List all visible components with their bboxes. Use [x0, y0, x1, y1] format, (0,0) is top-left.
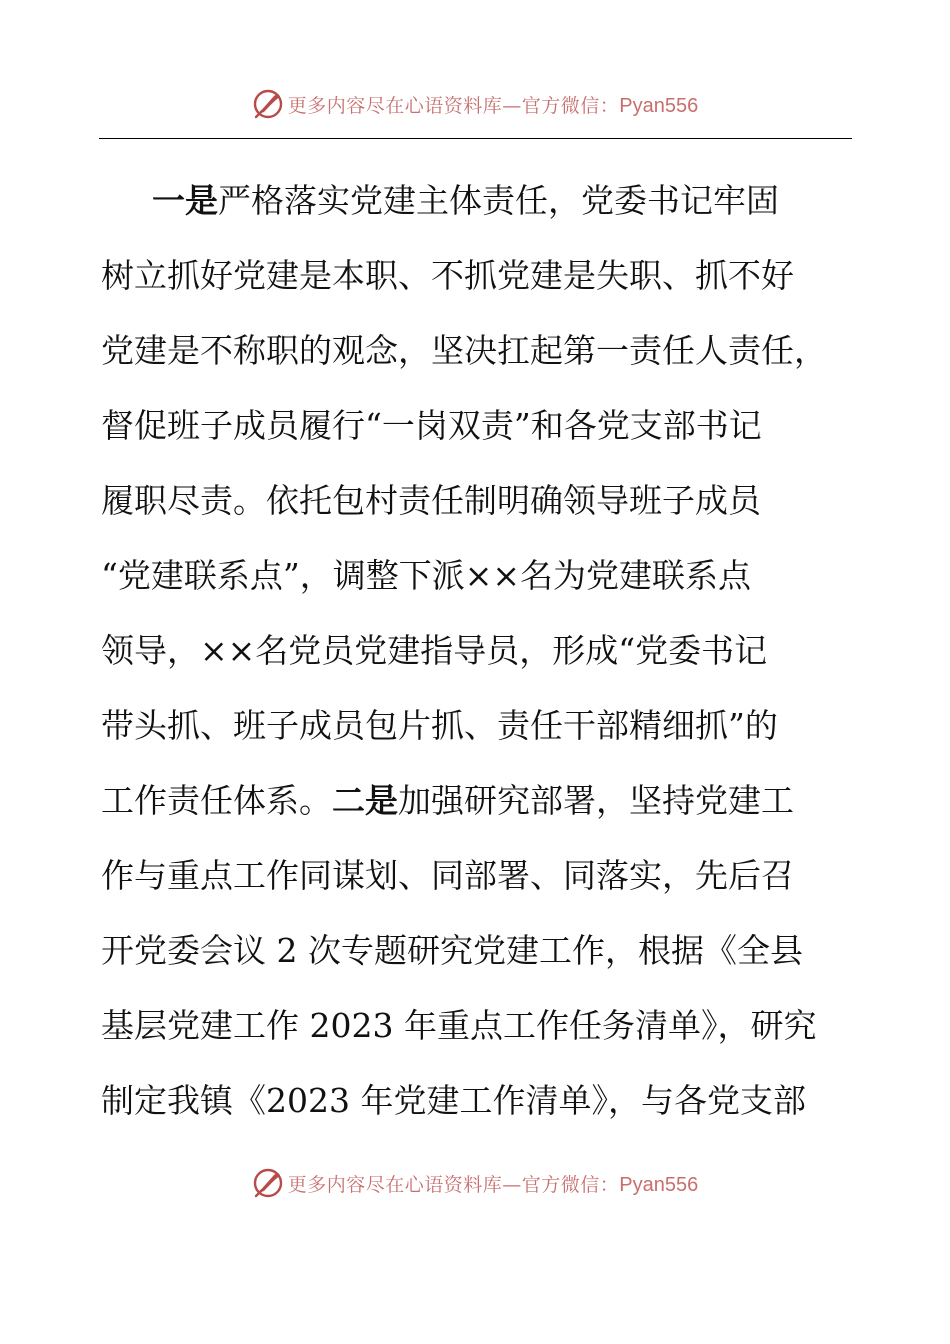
line-text: 开党委会议 2 次专题研究党建工作，根据《全县: [101, 931, 803, 970]
paragraph-line: [101, 476, 861, 526]
line-text: 加强研究部署，坚持党建工: [398, 781, 794, 820]
footer-watermark-text: [288, 1170, 698, 1197]
footer-text: 更多内容尽在心语资料库—官方微信：: [287, 1173, 620, 1196]
line-text: “党建联系点”，调整下派××名为党建联系点: [101, 556, 752, 595]
line-text: 带头抓、班子成员包片抓、责任干部精细抓”的: [101, 706, 778, 745]
line-text: 作与重点工作同谋划、同部署、同落实，先后召: [101, 856, 794, 895]
paragraph-line: [101, 626, 861, 676]
line-text: 工作责任体系。: [101, 781, 332, 820]
line-text: 树立抓好党建是本职、不抓党建是失职、抓不好: [101, 256, 794, 295]
paragraph-line: [101, 551, 861, 601]
paragraph-line: [152, 176, 912, 226]
paragraph-line: [101, 326, 861, 376]
emphasis-lead: 二是: [332, 781, 398, 820]
footer-watermark: [0, 1163, 950, 1203]
paragraph-line: [101, 776, 861, 826]
quill-pen-logo-icon: [252, 1167, 284, 1199]
paragraph-line: [101, 251, 861, 301]
line-text: 党建是不称职的观念，坚决扛起第一责任人责任，: [101, 331, 827, 370]
paragraph-line: [101, 851, 861, 901]
header-wechat-handle: Pyan556: [619, 94, 699, 117]
paragraph-line: [101, 1001, 861, 1051]
line-text: 严格落实党建主体责任，党委书记牢固: [218, 181, 779, 220]
paragraph-line: [101, 701, 861, 751]
emphasis-lead: 一是: [152, 181, 218, 220]
paragraph-line: [101, 1076, 861, 1126]
line-text: 履职尽责。依托包村责任制明确领导班子成员: [101, 481, 761, 520]
header-text: 更多内容尽在心语资料库—官方微信：: [287, 94, 620, 117]
line-text: 督促班子成员履行“一岗双责”和各党支部书记: [101, 406, 762, 445]
footer-wechat-handle: Pyan556: [619, 1173, 699, 1196]
paragraph-line: [101, 926, 861, 976]
line-text: 基层党建工作 2023 年重点工作任务清单》，研究: [101, 1006, 817, 1045]
paragraph-line: [101, 401, 861, 451]
line-text: 制定我镇《2023 年党建工作清单》，与各党支部: [101, 1081, 806, 1120]
line-text: 领导，××名党员党建指导员，形成“党委书记: [101, 631, 768, 670]
